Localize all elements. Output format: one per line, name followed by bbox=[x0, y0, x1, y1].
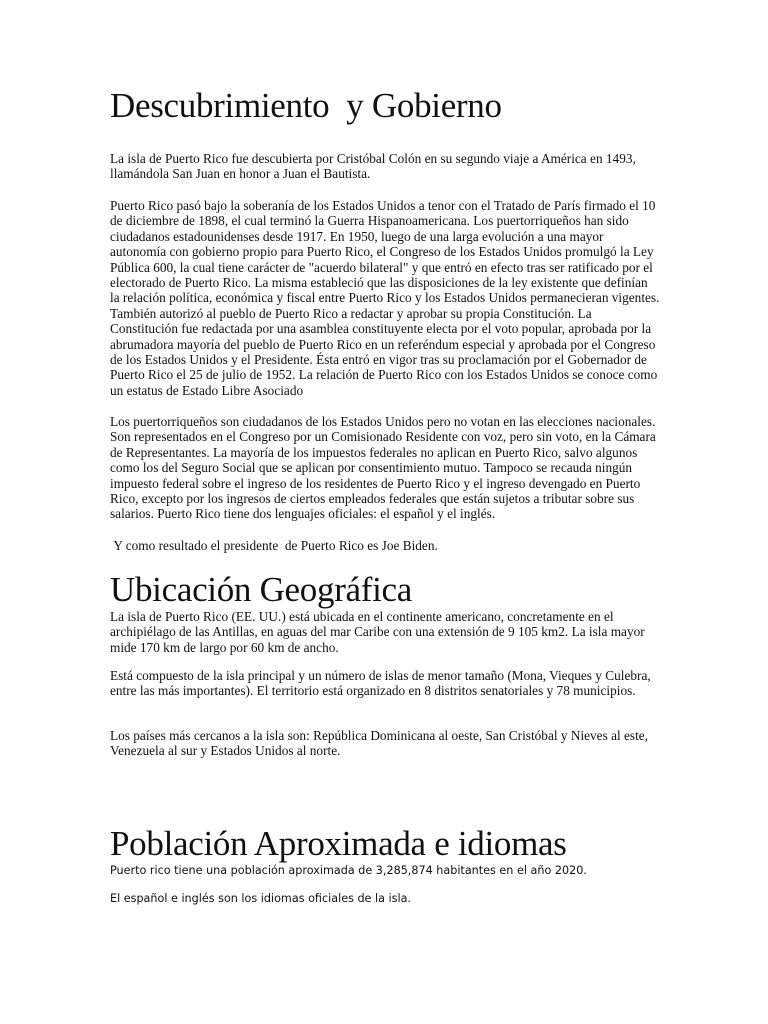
paragraph-president: Y como resultado el presidente de Puerto Rico es Joe Biden. bbox=[110, 538, 438, 553]
paragraph-islands: Está compuesto de la isla principal y un número de islas de menor tamaño (Mona, Vieques y Culebra, entre las más importantes). El territorio está organizado en 8 distritos senatoriales y 78 municipios. bbox=[110, 668, 654, 699]
paragraph-languages: El español e inglés son los idiomas oficiales de la isla. bbox=[110, 892, 411, 905]
heading-ubicacion: Ubicación Geográfica bbox=[110, 570, 413, 609]
paragraph-discovery-intro: La isla de Puerto Rico fue descubierta por Cristóbal Colón en su segundo viaje a América en 1493, llamándola San Juan en honor a Juan el Bautista. bbox=[110, 151, 640, 182]
paragraph-location: La isla de Puerto Rico (EE. UU.) está ubicada en el continente americano, concretamente en el archipiélago de las Antillas, en aguas del mar Caribe con una extensión de 9 105 km2. La isla mayor mide 170 km de largo por 60 km de ancho. bbox=[110, 609, 649, 655]
heading-descubrimiento: Descubrimiento y Gobierno bbox=[110, 86, 502, 125]
paragraph-sovereignty: Puerto Rico pasó bajo la soberanía de los Estados Unidos a tenor con el Tratado de París firmado el 10 de diciembre de 1898, el cual terminó la Guerra Hispanoamericana. Los puertorriqueños han sido ciudadanos estadounidenses desde 1917. En 1950, luego de una larga evolución a una mayor autonomía con gobierno propio para Puerto Rico, el Congreso de los Estados Unidos promulgó la Ley Pública 600, la cual tiene carácter de "acuerdo bilateral" y que entró en efecto tras ser ratificado por el electorado de Puerto Rico. La misma estableció que las disposiciones de la ley existente que definían la relación política, económica y fiscal entre Puerto Rico y los Estados Unidos permanecieran vigentes. También autorizó al pueblo de Puerto Rico a redactar y aprobar su propia Constitución. La Constitución fue redactada por una asamblea constituyente electa por el voto popular, aprobada por la abrumadora mayoría del pueblo de Puerto Rico en un referéndum especial y aprobada por el Congreso de los Estados Unidos y el Presidente. Ésta entró en vigor tras su proclamación por el Gobernador de Puerto Rico el 25 de julio de 1952. La relación de Puerto Rico con los Estados Unidos se conoce como un estatus de Estado Libre Asociado bbox=[110, 198, 663, 398]
paragraph-neighbors: Los países más cercanos a la isla son: República Dominicana al oeste, San Cristóbal y Nieves al este, Venezuela al sur y Estados Unidos al norte. bbox=[110, 728, 652, 759]
heading-poblacion: Población Aproximada e idiomas bbox=[110, 824, 567, 863]
paragraph-citizenship: Los puertorriqueños son ciudadanos de los Estados Unidos pero no votan en las elecciones nacionales. Son representados en el Congreso por un Comisionado Residente con voz, pero sin voto, en la Cámara de Representantes. La mayoría de los impuestos federales no aplican en Puerto Rico, salvo algunos como los del Seguro Social que se aplican por consentimiento mutuo. Tampoco se recauda ningún impuesto federal sobre el ingreso de los residentes de Puerto Rico y el ingreso devengado en Puerto Rico, excepto por los ingresos de ciertos empleados federales que están sujetos a tributar sobre sus salarios. Puerto Rico tiene dos lenguajes oficiales: el español y el inglés. bbox=[110, 414, 660, 522]
paragraph-population: Puerto rico tiene una población aproximada de 3,285,874 habitantes en el año 2020. bbox=[110, 864, 587, 877]
